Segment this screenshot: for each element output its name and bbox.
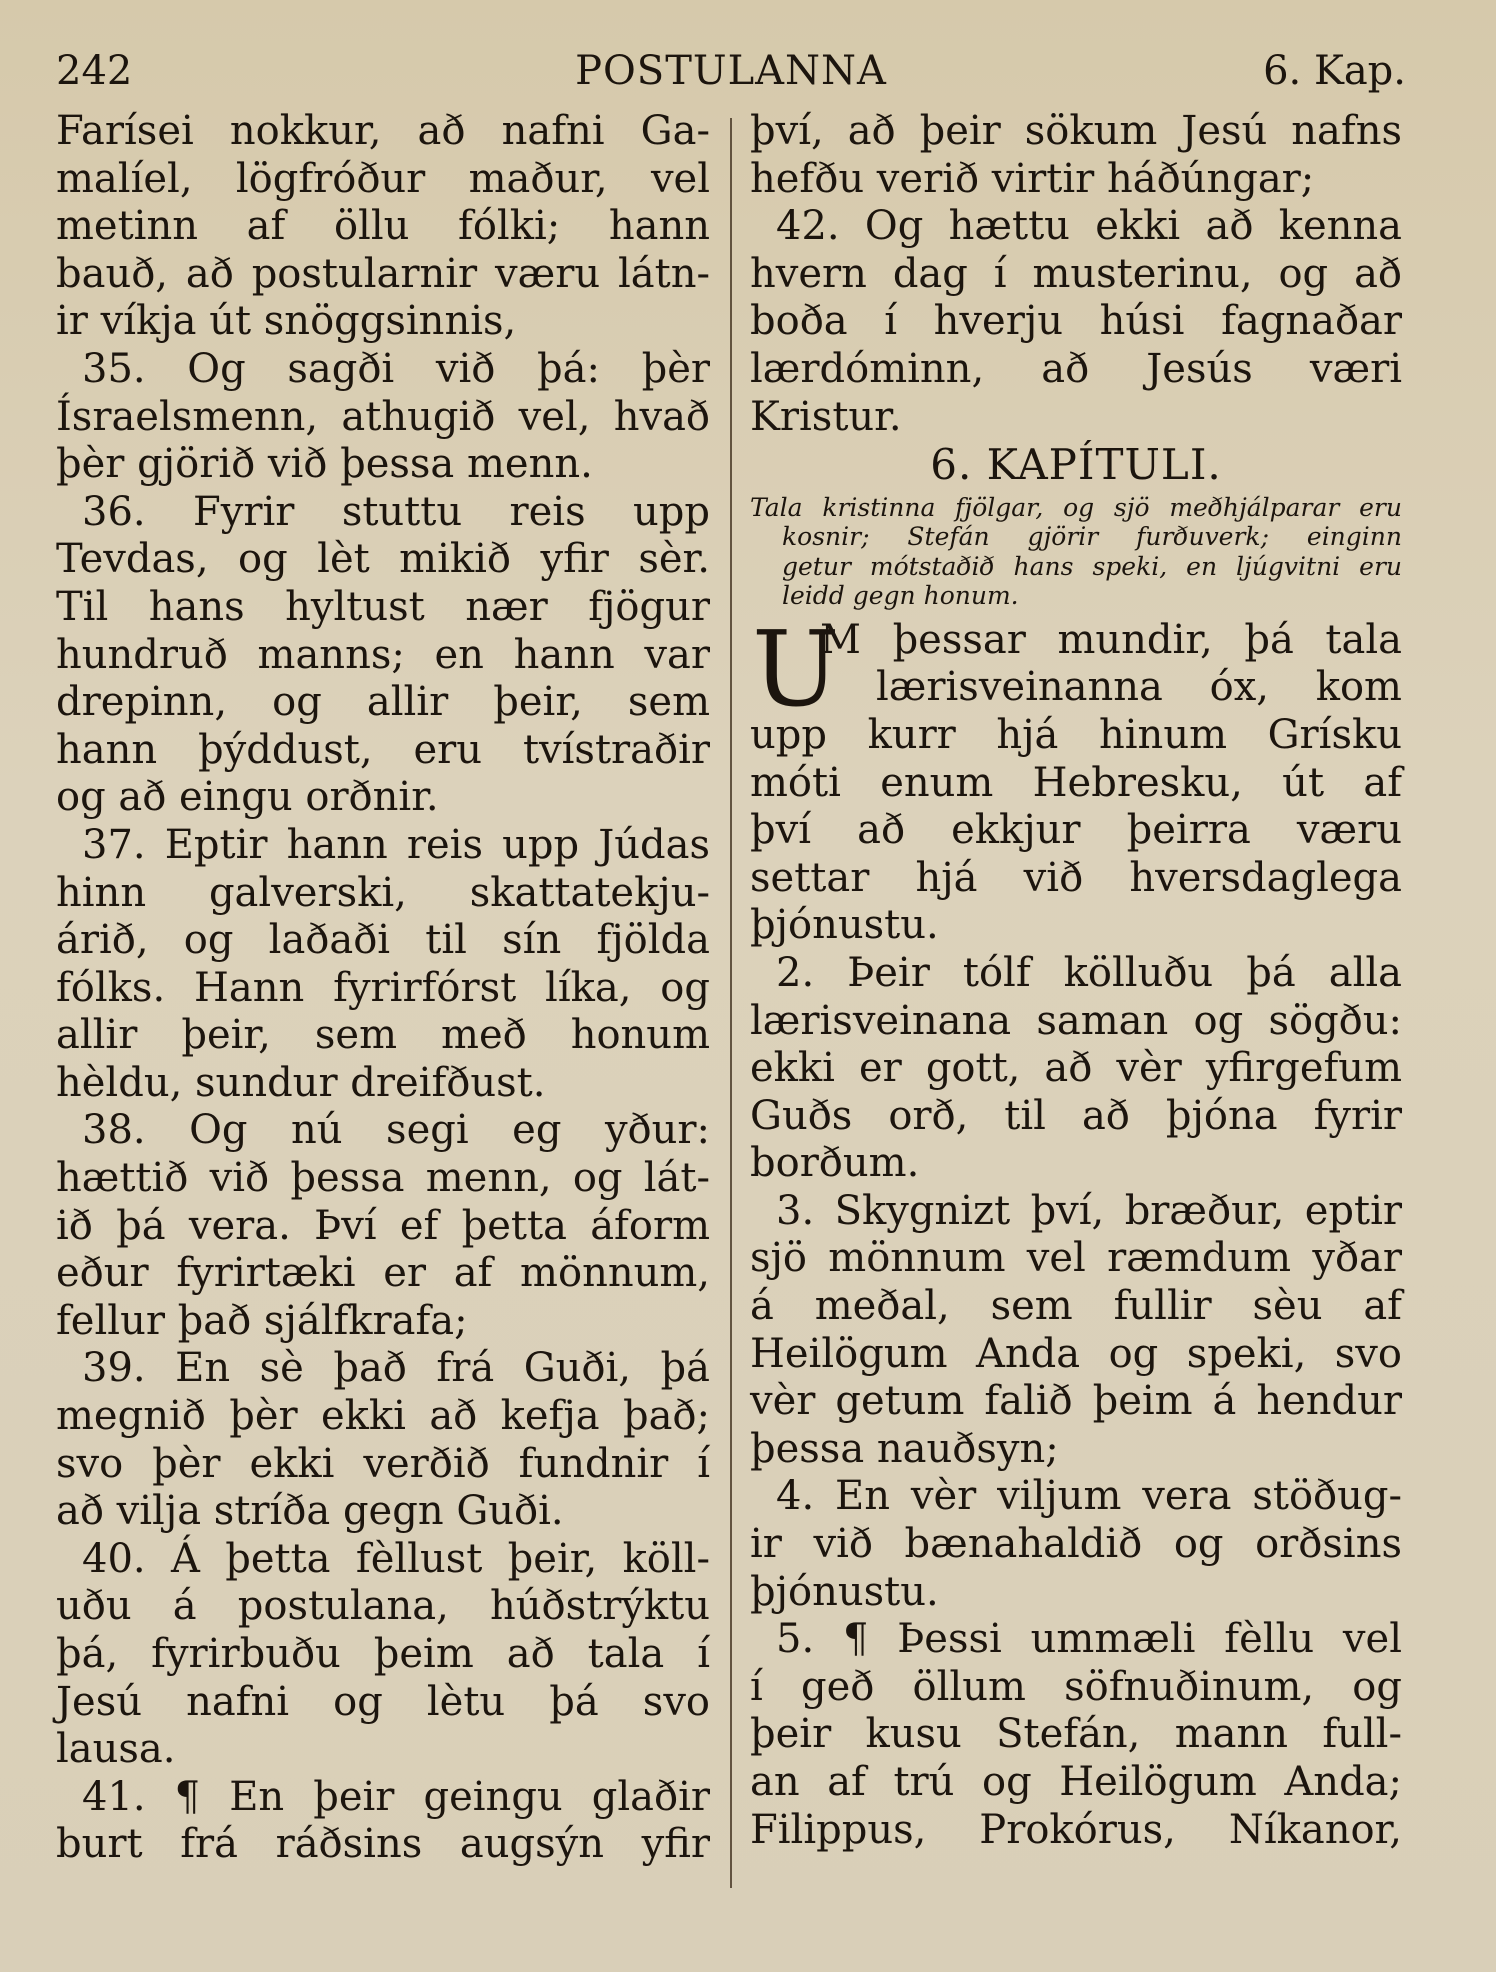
text-line: allir þeir, sem með honum [56,1012,710,1059]
text-line: Ísraelsmenn, athugið vel, hvað [56,393,710,440]
text-line: hinn galverski, skattatekju- [56,869,710,916]
text-line: hann þýddust, eru tvístraðir [56,726,710,773]
text-line: eður fyrirtæki er af mönnum, [56,1250,710,1297]
text-line: lærisveinanna óx, kom [876,664,1402,711]
text-line: í geð öllum söfnuðinum, og [750,1663,1402,1710]
chapter-summary [750,493,1402,611]
summary-line: Tala kristinna fjölgar, og sjö meðhjálparar eru [750,492,1402,522]
text-line: Guðs orð, til að þjóna fyrir [750,1092,1402,1139]
verse-line: 40. Á þetta fèllust þeir, köll- [82,1535,710,1582]
text-line: ir víkja út snöggsinnis, [56,298,517,345]
verse-line: 4. En vèr viljum vera stöðug- [776,1473,1402,1520]
verse-line: 35. Og sagði við þá: þèr [82,345,710,392]
summary-line: leidd gegn honum. [782,581,1019,611]
text-line: því, að þeir sökum Jesú nafns [750,108,1402,154]
running-title: POSTULANNA [575,48,887,94]
text-line: M þessar mundir, þá tala [820,616,1402,663]
verse-line: 5. ¶ Þessi ummæli fèllu vel [776,1616,1402,1663]
verse-line: 38. Og nú segi eg yður: [82,1107,710,1154]
text-line: hættið við þessa menn, og lát- [56,1155,710,1202]
text-line: Jesú nafni og lètu þá svo [56,1678,710,1725]
text-line: hundruð manns; en hann var [56,631,710,678]
text-line: upp kurr hjá hinum Grísku [750,711,1402,758]
text-line: fellur það sjálfkrafa; [56,1297,468,1344]
text-line: boða í hverju húsi fagnaðar [750,298,1402,345]
drop-cap: U [752,607,840,730]
right-column-continuation [750,108,1402,441]
text-line: Filippus, Prokórus, Níkanor, [750,1806,1402,1853]
verse-line: 3. Skygnizt því, bræður, eptir [776,1187,1402,1234]
text-line: þèr gjörið við þessa menn. [56,441,593,488]
text-line: Tevdas, og lèt mikið yfir sèr. [56,536,710,583]
text-line: lærisveinana saman og sögðu: [750,997,1402,1044]
text-line: borðum. [750,1140,920,1187]
text-line: uðu á postulana, húðstrýktu [56,1583,710,1630]
text-line: hvern dag í musterinu, og að [750,250,1402,297]
text-line: Farísei nokkur, að nafni Ga- [56,108,710,154]
text-line: megnið þèr ekki að kefja það; [56,1393,710,1440]
text-line: sjö mönnum vel ræmdum yðar [750,1235,1402,1282]
verse-line: 2. Þeir tólf kölluðu þá alla [776,949,1402,996]
text-line: árið, og laðaði til sín fjölda [56,917,710,964]
verse-line: 42. Og hættu ekki að kenna [776,203,1402,250]
verse-line: 39. En sè það frá Guði, þá [82,1345,710,1392]
text-line: Til hans hyltust nær fjögur [56,583,710,630]
text-line: an af trú og Heilögum Anda; [750,1759,1402,1805]
text-line: fólks. Hann fyrirfórst líka, og [56,964,710,1011]
verse-line: 41. ¶ En þeir geingu glaðir [82,1773,710,1820]
summary-line: kosnir; Stefán gjörir furðuverk; einginn [782,522,1402,552]
right-column [750,108,1402,1854]
text-line: bauð, að postularnir væru látn- [56,250,710,297]
text-line: hefðu verið virtir háðúngar; [750,155,1315,202]
text-line: þá, fyrirbuðu þeim að tala í [56,1631,710,1677]
chapter-text [750,607,1402,1854]
text-line: settar hjá við hversdaglega [750,854,1402,901]
text-line: á meðal, sem fullir sèu af [750,1283,1402,1330]
column-divider [730,118,732,1888]
chapter-opening [750,607,1402,1854]
text-line: Heilögum Anda og speki, svo [750,1330,1402,1377]
text-line: þjónustu. [750,902,939,949]
text-line: að vilja stríða gegn Guði. [56,1488,564,1535]
text-line: þjónustu. [750,1568,939,1615]
text-line: Kristur. [750,393,902,440]
text-line: drepinn, og allir þeir, sem [56,679,710,726]
text-line: ið þá vera. Því ef þetta áform [56,1202,710,1249]
text-line: malíel, lögfróður maður, vel [56,155,710,202]
text-line: burt frá ráðsins augsýn yfir [56,1821,710,1868]
text-line: lausa. [56,1726,176,1773]
left-column [56,108,710,1869]
verse-line: 37. Eptir hann reis upp Júdas [82,821,710,868]
text-line: og að eingu orðnir. [56,774,439,821]
text-line: metinn af öllu fólki; hann [56,203,710,250]
text-line: hèldu, sundur dreifðust. [56,1059,546,1106]
text-line: þessa nauðsyn; [750,1425,1059,1472]
text-line: móti enum Hebresku, út af [750,759,1402,806]
chapter-heading: 6. KAPÍTULI. [930,440,1222,490]
text-line: lærdóminn, að Jesús væri [750,345,1402,392]
text-line: ir við bænahaldið og orðsins [750,1521,1402,1568]
running-head [56,46,1406,96]
text-line: ekki er gott, að vèr yfirgefum [750,1045,1402,1092]
text-line: því að ekkjur þeirra væru [750,807,1402,854]
verse-line: 36. Fyrir stuttu reis upp [82,488,710,535]
text-line: vèr getum falið þeim á hendur [750,1378,1402,1425]
running-chapter: 6. Kap. [1263,48,1406,94]
page-number: 242 [56,48,133,94]
text-line: svo þèr ekki verðið fundnir í [56,1440,710,1487]
text-line: þeir kusu Stefán, mann full- [750,1711,1402,1758]
summary-line: getur mótstaðið hans speki, en ljúgvitni eru [782,551,1402,581]
